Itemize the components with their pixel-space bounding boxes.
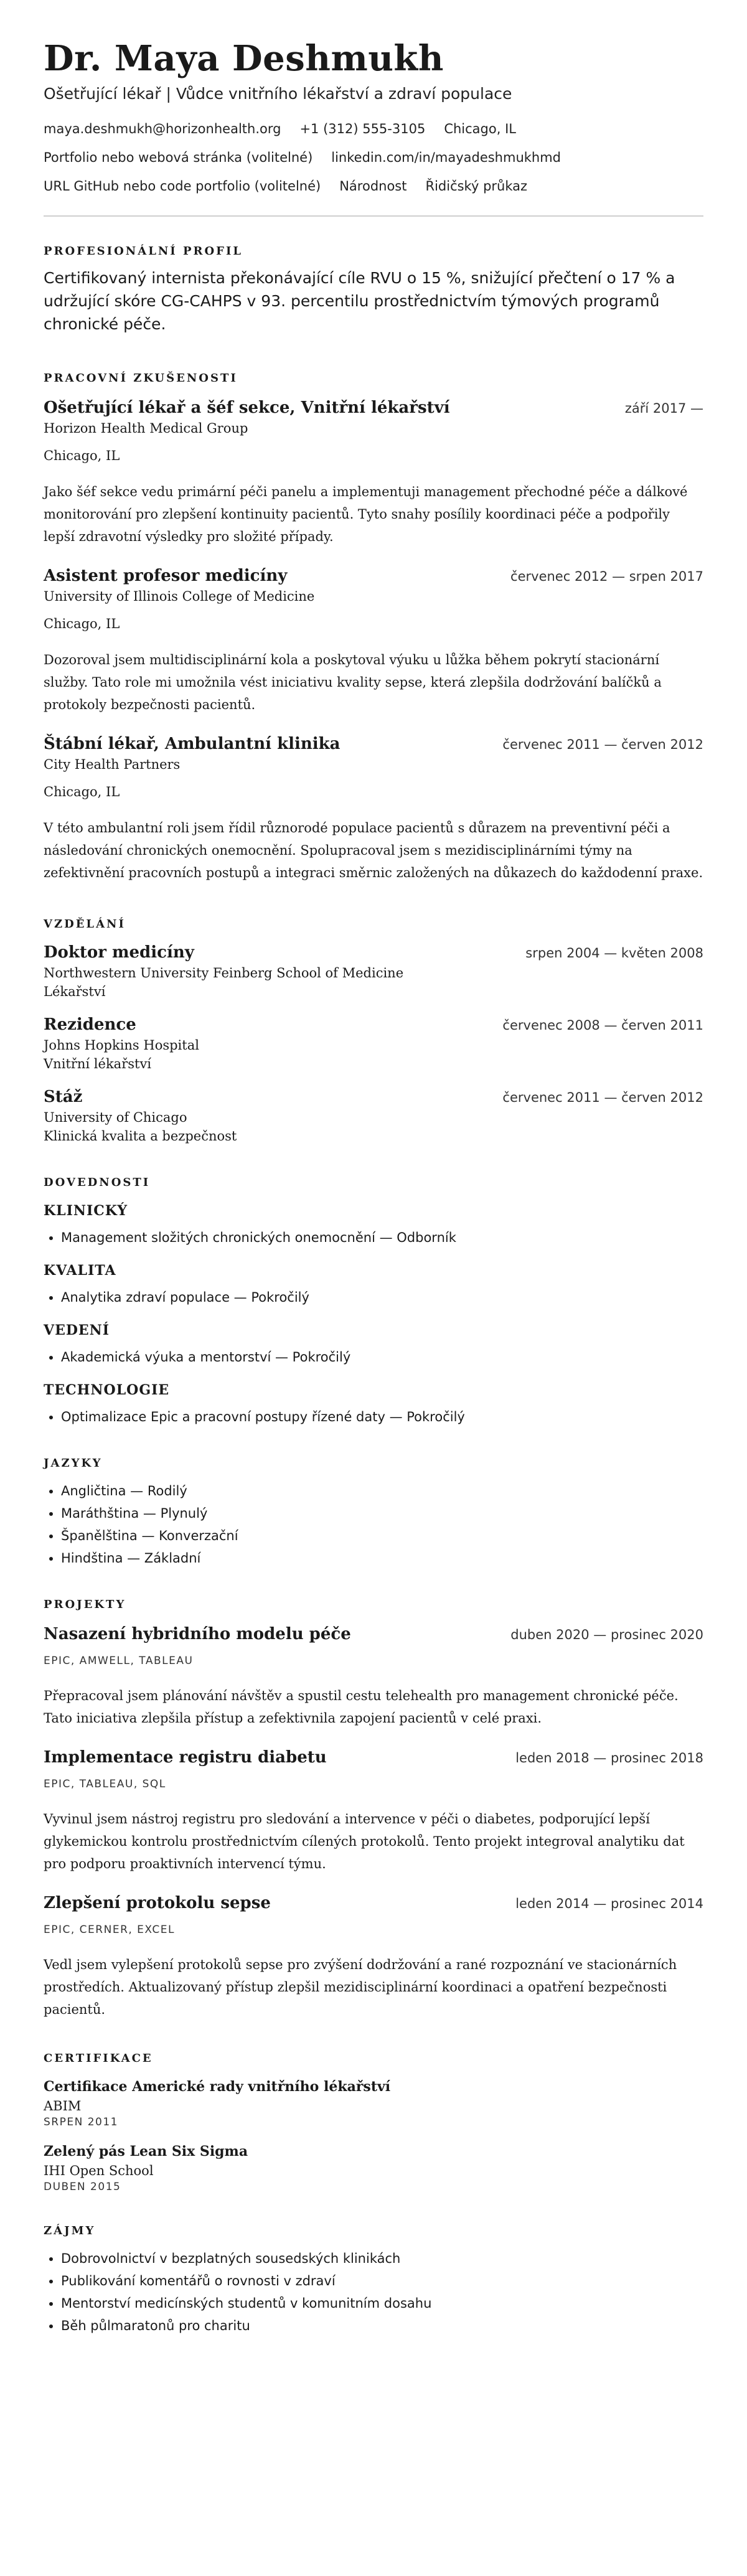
degree-title: Rezidence — [44, 1015, 136, 1034]
profile-text: Certifikovaný internista překonávající cíle RVU o 15 %, snižující přečtení o 17 % a udržující skóre CG-CAHPS v 93. percentilu prostřednictvím týmových programů chronické péče. — [44, 269, 675, 333]
project-tech: EPIC, AMWELL, TABLEAU — [44, 1655, 194, 1667]
skill-category-name: KVALITA — [44, 1262, 116, 1279]
contact-row-links — [44, 150, 703, 165]
job-title: Asistent profesor medicíny — [44, 566, 288, 585]
project-date: duben 2020 — prosinec 2020 — [510, 1627, 703, 1642]
drivers-license: Řidičský průkaz — [425, 179, 528, 194]
education-entry — [44, 943, 703, 999]
section-title-projects: PROJEKTY — [44, 1598, 126, 1611]
skill-category — [44, 1203, 703, 1249]
language-item: • Maráthština — Plynulý — [61, 1502, 703, 1525]
certifications-section — [44, 2052, 703, 2193]
certification-date: SRPEN 2011 — [44, 2116, 118, 2128]
project-description: Vedl jsem vylepšení protokolů sepse pro zvýšení dodržování a rané rozpoznání ve stacionárních prostředích. Aktualizovaný přístup zlepšil mezidisciplinární koordinaci a opatření bezpečnosti pacientů. — [44, 1957, 677, 2017]
phone[interactable]: +1 (312) 555-3105 — [299, 121, 426, 136]
skill-category — [44, 1262, 703, 1309]
interest-item: • Běh půlmaratonů pro charitu — [61, 2315, 703, 2337]
languages-section — [44, 1457, 703, 1569]
job-location: Chicago, IL — [44, 616, 120, 631]
skill-category-name: VEDENÍ — [44, 1322, 110, 1338]
skill-item: • Analytika zdraví populace — Pokročilý — [61, 1286, 703, 1309]
job-organization: Horizon Health Medical Group — [44, 421, 248, 436]
study-field: Klinická kvalita a bezpečnost — [44, 1129, 237, 1144]
experience-section — [44, 372, 703, 884]
project-entry — [44, 1894, 703, 2021]
skill-item: • Optimalizace Epic a pracovní postupy řízené daty — Pokročilý — [61, 1406, 703, 1428]
project-entry — [44, 1748, 703, 1875]
job-description: V této ambulantní roli jsem řídil různorodé populace pacientů s důrazem na preventivní péči a následování chronických onemocnění. Spolupracoval jsem s mezidisciplinárními týmy na zefektivnění pracovních postupů a integraci směrnic založených na důkazech do každodenní praxe. — [44, 820, 703, 880]
interest-item: • Publikování komentářů o rovnosti v zdraví — [61, 2270, 703, 2292]
certification-issuer: IHI Open School — [44, 2163, 154, 2178]
experience-entry — [44, 398, 703, 548]
school-name: Northwestern University Feinberg School of Medicine — [44, 966, 404, 980]
skills-section — [44, 1176, 703, 1428]
projects-section — [44, 1598, 703, 2021]
project-name: Zlepšení protokolu sepse — [44, 1894, 271, 1912]
job-organization: University of Illinois College of Medicine — [44, 589, 315, 604]
job-organization: City Health Partners — [44, 757, 181, 772]
job-description: Jako šéf sekce vedu primární péči panelu a implementuji management přechodné péče a dálkové monitorování pro zlepšení kontinuity pacientů. Tyto snahy posílily koordinaci péče a podpořily lepší zdravotní výsledky pro složité případy. — [44, 484, 688, 544]
education-entry — [44, 1088, 703, 1144]
certification-issuer: ABIM — [44, 2099, 82, 2113]
contact-row-extra — [44, 179, 703, 194]
job-location: Chicago, IL — [44, 784, 120, 799]
certification-date: DUBEN 2015 — [44, 2181, 121, 2193]
portfolio-link[interactable]: Portfolio nebo webová stránka (volitelné) — [44, 150, 313, 165]
section-title-skills: DOVEDNOSTI — [44, 1176, 151, 1189]
education-entry — [44, 1015, 703, 1071]
degree-title: Stáž — [44, 1088, 83, 1106]
location: Chicago, IL — [444, 121, 516, 136]
degree-date: červenec 2011 — červen 2012 — [502, 1090, 703, 1105]
header-divider — [44, 215, 703, 217]
degree-title: Doktor medicíny — [44, 943, 194, 962]
project-name: Nasazení hybridního modelu péče — [44, 1625, 351, 1643]
project-name: Implementace registru diabetu — [44, 1748, 327, 1767]
section-title-education: VZDĚLÁNÍ — [44, 918, 126, 931]
job-location: Chicago, IL — [44, 448, 120, 463]
degree-date: červenec 2008 — červen 2011 — [502, 1018, 703, 1033]
certification-name: Zelený pás Lean Six Sigma — [44, 2143, 248, 2160]
skill-category — [44, 1322, 703, 1368]
language-item: • Angličtina — Rodilý — [61, 1480, 703, 1502]
contact-row-primary — [44, 121, 703, 136]
school-name: Johns Hopkins Hospital — [44, 1038, 199, 1053]
project-date: leden 2018 — prosinec 2018 — [515, 1751, 703, 1765]
experience-entry — [44, 566, 703, 716]
section-title-interests: ZÁJMY — [44, 2224, 96, 2237]
interests-section — [44, 2224, 703, 2337]
degree-date: srpen 2004 — květen 2008 — [525, 946, 703, 961]
section-title-profile: PROFESIONÁLNÍ PROFIL — [44, 245, 243, 258]
interest-item: • Mentorství medicínských studentů v komunitním dosahu — [61, 2292, 703, 2315]
certification-entry — [44, 2143, 703, 2193]
certification-entry — [44, 2079, 703, 2128]
skill-item: • Management složitých chronických onemocnění — Odborník — [61, 1226, 703, 1249]
language-item: • Hindština — Základní — [61, 1547, 703, 1569]
skill-category-name: KLINICKÝ — [44, 1203, 128, 1219]
education-section — [44, 918, 703, 1144]
project-entry — [44, 1625, 703, 1729]
email[interactable]: maya.deshmukh@horizonhealth.org — [44, 121, 281, 136]
section-title-experience: PRACOVNÍ ZKUŠENOSTI — [44, 372, 238, 385]
project-description: Vyvinul jsem nástroj registru pro sledování a intervence v péči o diabetes, podporující lepší glykemickou kontrolu prostřednictvím cílených protokolů. Tento projekt integroval analytiku dat pro podporu proaktivních intervencí týmu. — [44, 1812, 685, 1871]
job-description: Dozoroval jsem multidisciplinární kola a poskytoval výuku u lůžka během pokrytí stacionární služby. Tato role mi umožnila vést iniciativu kvality sepse, která zlepšila dodržování balíčků a protokoly bezpečnosti pacientů. — [44, 652, 662, 712]
project-date: leden 2014 — prosinec 2014 — [515, 1896, 703, 1911]
experience-entry — [44, 735, 703, 884]
study-field: Vnitřní lékařství — [44, 1056, 152, 1071]
skill-item: • Akademická výuka a mentorství — Pokročilý — [61, 1346, 703, 1368]
job-title: Ošetřující lékař a šéf sekce, Vnitřní lékařství — [44, 398, 450, 417]
job-title: Štábní lékař, Ambulantní klinika — [44, 735, 341, 753]
job-date: červenec 2012 — srpen 2017 — [510, 569, 703, 584]
interest-item: • Dobrovolnictví v bezplatných sousedských klinikách — [61, 2247, 703, 2270]
project-tech: EPIC, CERNER, EXCEL — [44, 1924, 175, 1936]
study-field: Lékařství — [44, 984, 106, 999]
nationality: Národnost — [339, 179, 407, 194]
candidate-subtitle: Ošetřující lékař | Vůdce vnitřního lékařství a zdraví populace — [44, 85, 512, 103]
candidate-name: Dr. Maya Deshmukh — [44, 38, 444, 79]
job-date: červenec 2011 — červen 2012 — [502, 737, 703, 752]
job-date: září 2017 — — [624, 401, 703, 416]
linkedin-link[interactable]: linkedin.com/in/mayadeshmukhmd — [331, 150, 561, 165]
skill-category-name: TECHNOLOGIE — [44, 1382, 170, 1398]
certification-name: Certifikace Americké rady vnitřního lékařství — [44, 2079, 391, 2095]
section-title-certifications: CERTIFIKACE — [44, 2052, 153, 2065]
project-tech: EPIC, TABLEAU, SQL — [44, 1778, 166, 1790]
project-description: Přepracoval jsem plánování návštěv a spustil cestu telehealth pro management chronické péče. Tato iniciativa zlepšila přístup a zefektivnila zapojení pacientů v celé praxi. — [44, 1688, 679, 1726]
language-item: • Španělština — Konverzační — [61, 1525, 703, 1547]
profile-section — [44, 245, 703, 336]
section-title-languages: JAZYKY — [44, 1457, 103, 1470]
school-name: University of Chicago — [44, 1110, 187, 1125]
skill-category — [44, 1382, 703, 1428]
github-link[interactable]: URL GitHub nebo code portfolio (volitelné) — [44, 179, 321, 194]
